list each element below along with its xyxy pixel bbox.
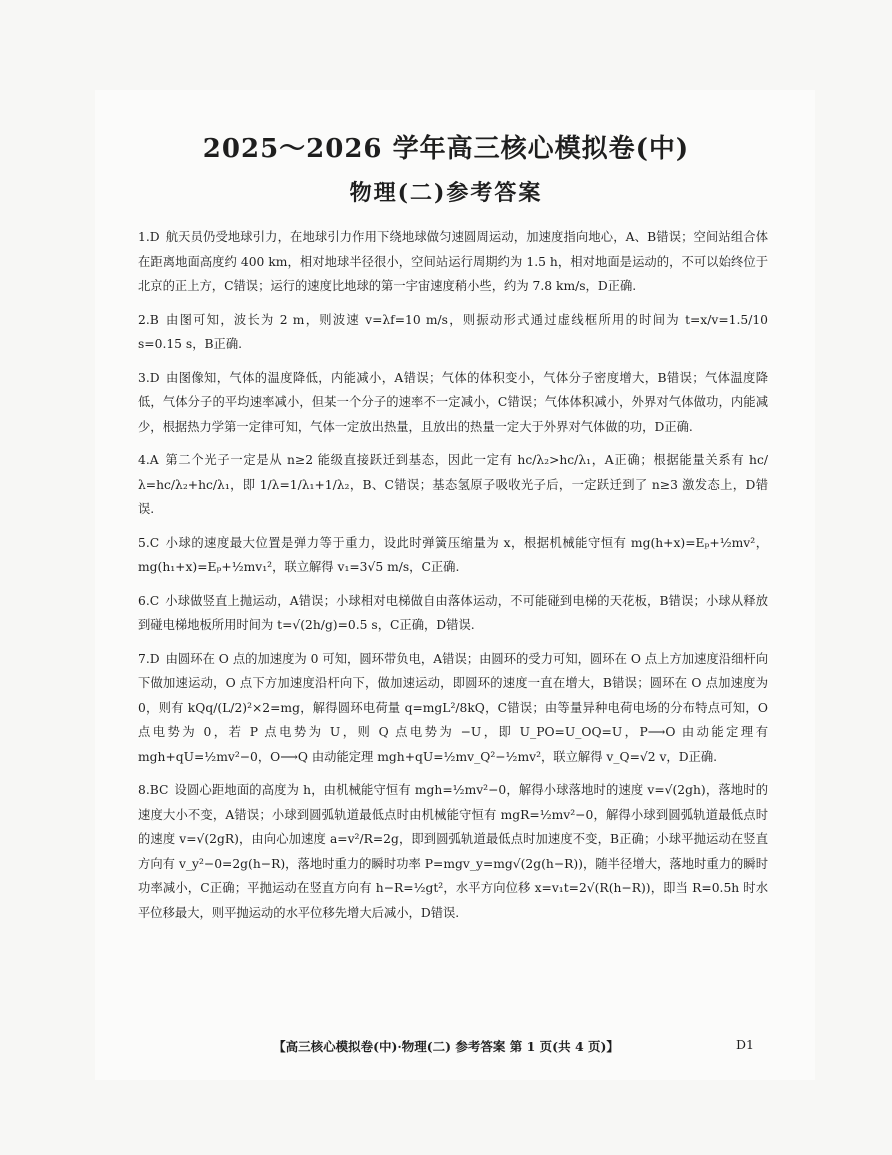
answer-text: 设圆心距地面的高度为 h，由机械能守恒有 mgh=½mv²−0，解得小球落地时的速度 v=√(2gh)，落地时的速度大小不变，A错误；小球到圆弧轨道最低点时由机械能守恒有 mgR=½mv²−0，解得小球到圆弧轨道最低点时的速度 v=√(2gR)，由向心加速度 a=v²/R=2g，即到圆弧轨道最低点时加速度不变，B正确；小球平抛运动在竖直方向有 v_y²−0=2g(h−R)，落地时重力的瞬时功率 P=mgv_y=mg√(2g(h−R))，随半径增大，落地时重力的瞬时功率减小，C正确；平抛运动在竖直方向有 h−R=½gt²，水平方向位移 x=v₁t=2√(R(h−R))，即当 R=0.5h 时水平位移最大，则平抛运动的水平位移先增大后减小，D错误. bbox=[138, 783, 768, 920]
answer-item-2 bbox=[138, 308, 768, 357]
answer-item-6 bbox=[138, 589, 768, 638]
answer-number: 6.C bbox=[138, 593, 160, 608]
answer-text: 小球的速度最大位置是弹力等于重力，设此时弹簧压缩量为 x，根据机械能守恒有 mg(h+x)=Eₚ+½mv²，mg(h₁+x)=Eₚ+½mv₁²，联立解得 v₁=3√5 m/s，C正确. bbox=[138, 535, 768, 574]
answer-item-4 bbox=[138, 448, 768, 522]
answer-text: 由圆环在 O 点的加速度为 0 可知，圆环带负电，A错误；由圆环的受力可知，圆环在 O 点上方加速度沿细杆向下做加速运动，O 点下方加速度沿杆向下，做加速运动，即圆环的速度一直在增大，B错误；圆环在 O 点加速度为 0，则有 kQq/(L/2)²×2=mg，解得圆环电荷量 q=mgL²/8kQ，C错误；由等量异种电荷电场的分布特点可知，O 点电势为 0，若 P 点电势为 U，则 Q 点电势为 −U，即 U_PO=U_OQ=U，P⟶O 由动能定理有 mgh+qU=½mv²−0，O⟶Q 由动能定理 mgh+qU=½mv_Q²−½mv²，联立解得 v_Q=√2 v，D正确. bbox=[138, 651, 768, 764]
answer-item-3 bbox=[138, 366, 768, 440]
answer-item-5 bbox=[138, 531, 768, 580]
document-subtitle: 物理(二)参考答案 bbox=[349, 180, 543, 206]
answer-number: 3.D bbox=[138, 370, 160, 385]
answer-item-7 bbox=[138, 647, 768, 770]
page-code: D1 bbox=[736, 1037, 754, 1052]
answer-number: 7.D bbox=[138, 651, 160, 666]
answer-number: 8.BC bbox=[138, 783, 169, 797]
answer-text: 由图可知，波长为 2 m，则波速 v=λf=10 m/s，则振动形式通过虚线框所用的时间为 t=x/v=1.5/10 s=0.15 s，B正确. bbox=[138, 312, 768, 351]
answer-item-1 bbox=[138, 225, 768, 299]
answer-number: 5.C bbox=[138, 535, 160, 550]
answer-list bbox=[138, 225, 768, 934]
answer-text: 航天员仍受地球引力，在地球引力作用下绕地球做匀速圆周运动，加速度指向地心，A、B错误；空间站组合体在距离地面高度约 400 km，相对地球半径很小，空间站运行周期约为 1.5 h，相对地面是运动的，不可以始终位于北京的正上方，C错误；运行的速度比地球的第一宇宙速度稍小些，约为 7.8 km/s，D正确. bbox=[138, 230, 768, 293]
answer-item-8 bbox=[138, 778, 768, 925]
answer-text: 第二个光子一定是从 n≥2 能级直接跃迁到基态，因此一定有 hc/λ₂>hc/λ₁，A正确；根据能量关系有 hc/λ=hc/λ₂+hc/λ₁，即 1/λ=1/λ₁+1/λ₂，B、C错误；基态氢原子吸收光子后，一定跃迁到了 n≥3 激发态上，D错误. bbox=[138, 453, 768, 516]
answer-number: 1.D bbox=[138, 230, 160, 244]
answer-number: 2.B bbox=[138, 312, 159, 327]
answer-number: 4.A bbox=[138, 453, 159, 467]
document-title: 2025～2026 学年高三核心模拟卷(中) bbox=[202, 134, 690, 164]
answer-text: 小球做竖直上抛运动，A错误；小球相对电梯做自由落体运动，不可能碰到电梯的天花板，B错误；小球从释放到碰电梯地板所用时间为 t=√(2h/g)=0.5 s，C正确，D错误. bbox=[138, 593, 768, 632]
answer-text: 由图像知，气体的温度降低，内能减小，A错误；气体的体积变小，气体分子密度增大，B错误；气体温度降低，气体分子的平均速率减小，但某一个分子的速率不一定减小，C错误；气体体积减小，外界对气体做功，内能减少，根据热力学第一定律可知，气体一定放出热量，且放出的热量一定大于外界对气体做的功，D正确. bbox=[138, 370, 768, 434]
page-footer: 【高三核心模拟卷(中)·物理(二) 参考答案 第 1 页(共 4 页)】 bbox=[273, 1039, 619, 1054]
